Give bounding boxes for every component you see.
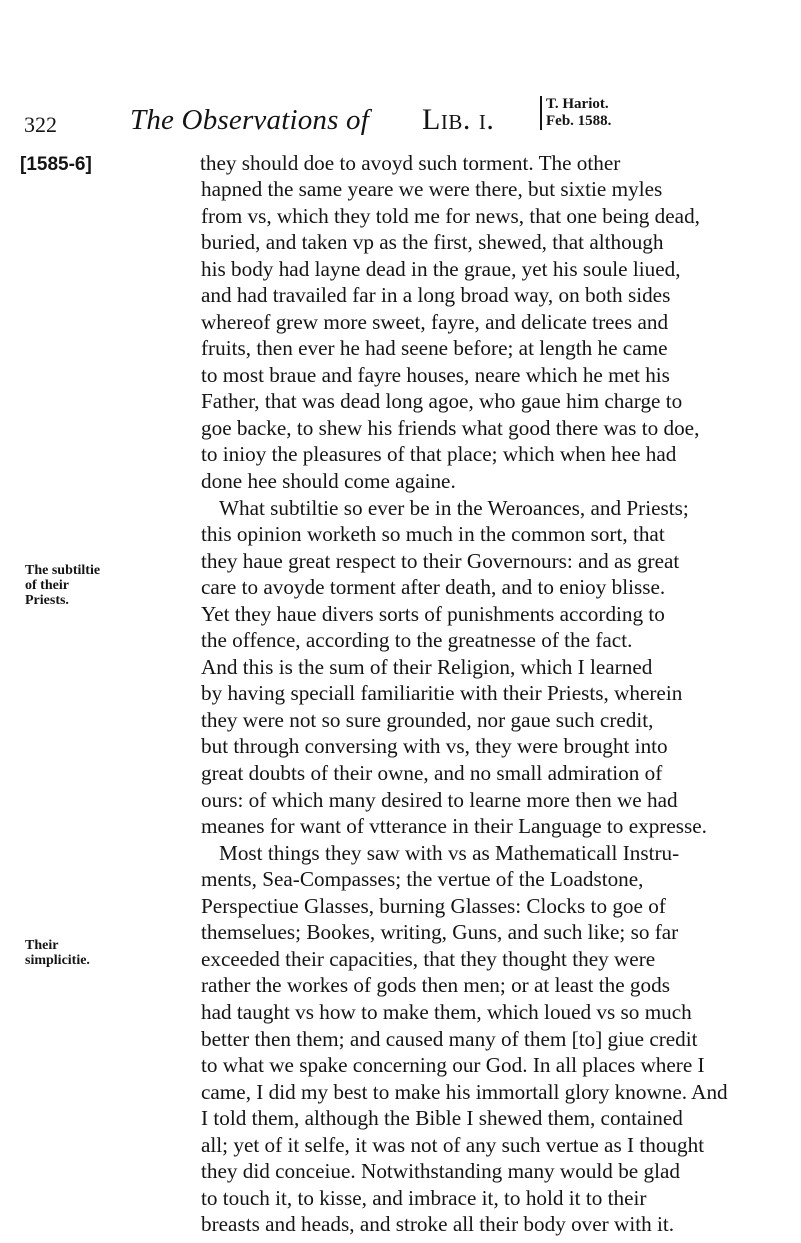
source-date: Feb. 1588.: [546, 113, 612, 129]
text-line: came, I did my best to make his immortall glory knowne. And: [201, 1079, 728, 1104]
margin-note-line: of their: [25, 578, 69, 593]
text-line: to inioy the pleasures of that place; which when hee had: [201, 442, 677, 467]
running-title: The Observations of: [130, 104, 370, 136]
text-line: ours: of which many desired to learne more then we had: [201, 787, 678, 812]
page-header: [24, 96, 794, 136]
text-line: his body had layne dead in the graue, yet his soule liued,: [201, 256, 681, 281]
text-line: to what we spake concerning our God. In all places where I: [201, 1053, 705, 1078]
text-line: ments, Sea-Compasses; the vertue of the Loadstone,: [201, 867, 644, 892]
text-line: from vs, which they told me for news, that one being dead,: [201, 203, 700, 228]
text-line: fruits, then ever he had seene before; at length he came: [201, 336, 668, 361]
text-line: they haue great respect to their Governours: and as great: [201, 548, 680, 573]
text-line: they were not so sure grounded, nor gaue such credit,: [201, 707, 654, 732]
text-line: to most braue and fayre houses, neare which he met his: [201, 362, 670, 387]
text-line: Most things they saw with vs as Mathematicall Instru-: [219, 840, 680, 865]
text-line: Father, that was dead long agoe, who gaue him charge to: [201, 389, 683, 414]
text-line: all; yet of it selfe, it was not of any such vertue as I thought: [201, 1132, 705, 1157]
text-line: this opinion worketh so much in the common sort, that: [201, 522, 665, 547]
source-author: T. Hariot.: [546, 96, 609, 112]
date-range: [1585-6]: [20, 154, 92, 175]
text-line: buried, and taken vp as the first, shewed, that although: [201, 230, 664, 255]
margin-note-simplicitie: [25, 938, 175, 968]
text-line: great doubts of their owne, and no small admiration of: [201, 761, 663, 786]
text-line: the offence, according to the greatnesse of the fact.: [201, 628, 633, 653]
book-reference: Lib. i.: [422, 103, 495, 136]
source-note: [540, 96, 611, 130]
text-line: And this is the sum of their Religion, which I learned: [201, 654, 653, 679]
text-line: What subtiltie so ever be in the Weroances, and Priests;: [219, 495, 689, 520]
text-line: goe backe, to shew his friends what good there was to doe,: [201, 415, 700, 440]
margin-note-line: The subtiltie: [25, 563, 101, 578]
text-line: to touch it, to kisse, and imbrace it, to hold it to their: [201, 1185, 647, 1210]
text-line: breasts and heads, and stroke all their body over with it.: [201, 1212, 675, 1237]
text-line: they should doe to avoyd such torment. The other: [200, 151, 621, 175]
margin-note-line: Their: [25, 938, 59, 953]
page-number: 322: [24, 112, 57, 137]
text-line: themselues; Bookes, writing, Guns, and such like; so far: [201, 920, 679, 945]
text-line: and had travailed far in a long broad way, on both sides: [201, 283, 671, 308]
margin-note-line: Priests.: [25, 593, 69, 608]
text-line: hapned the same yeare we were there, but sixtie myles: [201, 177, 663, 201]
text-line: better then them; and caused many of them [to] giue credit: [201, 1026, 698, 1051]
text-line: care to avoyde torment after death, and to enioy blisse.: [201, 575, 666, 600]
text-line: by having speciall familiaritie with their Priests, wherein: [201, 681, 683, 706]
text-line: whereof grew more sweet, fayre, and delicate trees and: [201, 309, 669, 334]
text-line: done hee should come againe.: [201, 469, 456, 494]
text-line: Perspectiue Glasses, burning Glasses: Clocks to goe of: [201, 893, 666, 918]
margin-note-subtiltie: [25, 563, 175, 608]
text-line: meanes for want of vtterance in their Language to expresse.: [201, 814, 707, 839]
margin-note-line: simplicitie.: [25, 953, 90, 968]
text-line: they did conceiue. Notwithstanding many would be glad: [201, 1159, 680, 1184]
text-line: had taught vs how to make them, which loued vs so much: [201, 999, 692, 1024]
text-line: exceeded their capacities, that they thought they were: [201, 946, 656, 971]
text-line: but through conversing with vs, they were brought into: [201, 734, 668, 759]
text-line: I told them, although the Bible I shewed them, contained: [201, 1106, 683, 1131]
text-line: rather the workes of gods then men; or at least the gods: [201, 973, 670, 998]
text-line: Yet they haue divers sorts of punishments according to: [201, 601, 665, 626]
body-text: [201, 176, 777, 1238]
